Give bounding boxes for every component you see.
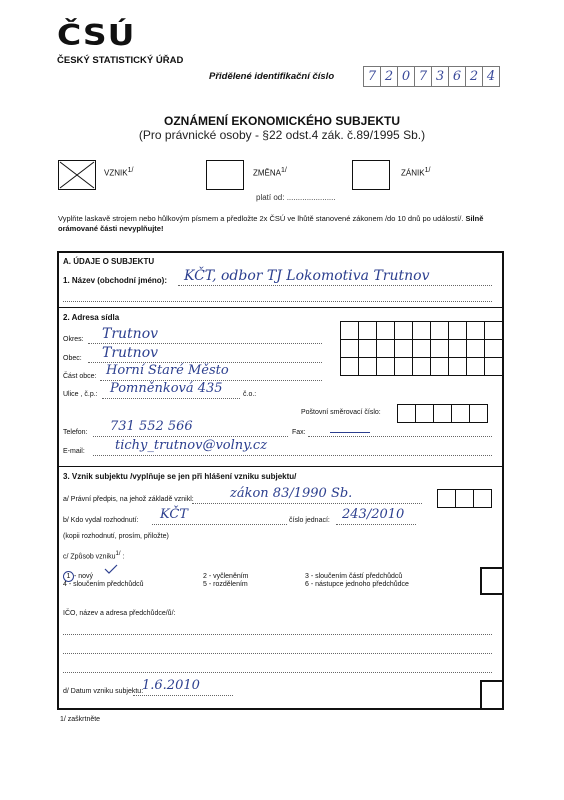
psc-grid bbox=[398, 404, 488, 423]
instructions-text: Vyplňte laskavě strojem nebo hůlkovým písmem a předložte 2x ČSÚ ve lhůtě stanovené zákonem /do 10 dnů po událostí/. bbox=[58, 214, 464, 223]
ulice-line bbox=[102, 398, 240, 399]
address-heading: 2. Adresa sídla bbox=[63, 313, 120, 322]
datum-vzniku-box[interactable] bbox=[480, 680, 502, 708]
zanik-text: ZÁNIK bbox=[401, 168, 425, 178]
email-value: tichy_trutnov@volny.cz bbox=[115, 438, 268, 453]
okres-line bbox=[88, 343, 322, 344]
pravni-predpis-line bbox=[192, 503, 422, 504]
instructions bbox=[58, 214, 513, 234]
datum-vzniku-label: d/ Datum vzniku subjektu: bbox=[63, 688, 144, 695]
id-digit: 6 bbox=[448, 66, 466, 87]
vznik-checkbox[interactable] bbox=[58, 160, 96, 190]
rozhodnuti-label: b/ Kdo vydal rozhodnutí: bbox=[63, 517, 139, 524]
rozhodnuti-value: KČT bbox=[160, 507, 188, 522]
section-a-heading: A. ÚDAJE O SUBJEKTU bbox=[63, 257, 155, 266]
zmena-text: ZMĚNA bbox=[253, 168, 281, 178]
obec-label: Obec: bbox=[63, 355, 82, 362]
divider bbox=[57, 307, 502, 308]
option-1-text: - nový bbox=[74, 573, 94, 580]
co-label: č.o.: bbox=[243, 391, 257, 398]
option-4: 4 - sloučením předchůdců bbox=[63, 581, 144, 588]
telefon-label: Telefon: bbox=[63, 429, 88, 436]
telefon-value: 731 552 566 bbox=[110, 419, 193, 434]
name-value: KČT, odbor TJ Lokomotiva Trutnov bbox=[184, 268, 430, 284]
zmena-checkbox[interactable] bbox=[206, 160, 244, 190]
id-digit: 2 bbox=[380, 66, 398, 87]
option-3: 3 - sloučením částí předchůdců bbox=[305, 573, 403, 580]
fax-label: Fax: bbox=[292, 429, 306, 436]
obec-value: Trutnov bbox=[102, 345, 159, 361]
psc-label: Poštovní směrovací číslo: bbox=[301, 409, 381, 416]
id-digit: 7 bbox=[363, 66, 381, 87]
cislo-jednaci-label: číslo jednací: bbox=[289, 517, 330, 524]
rozhodnuti-line bbox=[152, 524, 287, 525]
id-digit: 2 bbox=[465, 66, 483, 87]
option-6: 6 - nástupce jednoho předchůdce bbox=[305, 581, 409, 588]
cast-obce-label: Část obce: bbox=[63, 373, 97, 380]
zpusob-vzniku-text: c/ Způsob vzniku bbox=[63, 553, 116, 561]
datum-vzniku-line bbox=[133, 695, 233, 696]
zmena-label bbox=[253, 167, 287, 178]
id-digit: 7 bbox=[414, 66, 432, 87]
x-mark-icon bbox=[59, 161, 95, 189]
footnote-ref: 1/ bbox=[281, 167, 287, 174]
vznik-text: VZNIK bbox=[104, 168, 128, 178]
cast-obce-value: Horní Staré Město bbox=[106, 363, 229, 378]
footnote: 1/ zaškrtněte bbox=[60, 716, 101, 723]
pravni-predpis-label: a/ Právní předpis, na jehož základě vznikl: bbox=[63, 496, 194, 503]
form-subtitle: (Pro právnické osoby - §22 odst.4 zák. č.89/1995 Sb.) bbox=[138, 128, 426, 142]
id-number-grid bbox=[364, 66, 500, 87]
datum-vzniku-value: 1.6.2010 bbox=[142, 678, 200, 693]
fax-dash bbox=[330, 432, 370, 433]
logo-text: ČSÚ bbox=[57, 18, 136, 52]
ulice-label: Ulice , č.p.: bbox=[63, 391, 98, 398]
pravni-predpis-value: zákon 83/1990 Sb. bbox=[230, 486, 353, 501]
pravni-predpis-grid bbox=[438, 489, 492, 508]
form-title: OZNÁMENÍ EKONOMICKÉHO SUBJEKTU bbox=[163, 114, 400, 128]
footnote-ref: 1/ bbox=[127, 167, 134, 174]
vznik-subjektu-heading: 3. Vznik subjektu /vyplňuje se jen při hlášení vzniku subjektu/ bbox=[63, 472, 297, 481]
id-digit: 4 bbox=[482, 66, 500, 87]
id-digit: 0 bbox=[397, 66, 415, 87]
id-label: Přidělené identifikační číslo bbox=[209, 71, 335, 82]
zanik-label bbox=[401, 167, 430, 178]
email-label: E-mail: bbox=[63, 448, 85, 455]
plati-od: platí od: ...................... bbox=[256, 193, 336, 202]
ico-line-2 bbox=[63, 653, 492, 654]
okres-label: Okres: bbox=[63, 336, 84, 343]
name-label: 1. Název (obchodní jméno): bbox=[63, 276, 168, 285]
cislo-jednaci-value: 243/2010 bbox=[342, 507, 405, 522]
option-1-circle: 1 bbox=[63, 571, 74, 582]
id-digit: 3 bbox=[431, 66, 449, 87]
divider bbox=[57, 466, 502, 467]
cislo-jednaci-line bbox=[336, 524, 416, 525]
footnote-ref: 1/ bbox=[424, 167, 431, 174]
name-line-2 bbox=[63, 301, 492, 302]
zanik-checkbox[interactable] bbox=[352, 160, 390, 190]
vznik-label bbox=[104, 167, 133, 178]
ico-line-1 bbox=[63, 634, 492, 635]
telefon-line bbox=[93, 436, 288, 437]
ico-label: IČO, název a adresa předchůdce/ů/: bbox=[63, 610, 176, 617]
option-2: 2 - vyčleněním bbox=[203, 573, 249, 580]
name-line bbox=[178, 285, 492, 286]
kopie-note: (kopii rozhodnutí, prosím, přiložte) bbox=[63, 533, 169, 540]
okres-value: Trutnov bbox=[102, 326, 159, 342]
email-line bbox=[93, 455, 492, 456]
ulice-value: Pomněnková 435 bbox=[110, 381, 223, 396]
zpusob-vzniku-box[interactable] bbox=[480, 567, 502, 595]
fax-line bbox=[308, 436, 492, 437]
checkmark-icon bbox=[104, 564, 118, 574]
instructions-bold: Silně orámované části nevyplňujte! bbox=[58, 214, 484, 233]
csu-logo bbox=[57, 18, 136, 54]
ico-line-3 bbox=[63, 672, 492, 673]
footnote-ref: 1/ bbox=[115, 551, 121, 557]
address-code-grid bbox=[340, 321, 503, 376]
option-5: 5 - rozdělením bbox=[203, 581, 248, 588]
org-name: ČESKÝ STATISTICKÝ ÚŘAD bbox=[57, 55, 184, 66]
zpusob-vzniku-label: c/ Způsob vzniku$^{1/}$ : bbox=[63, 551, 125, 561]
